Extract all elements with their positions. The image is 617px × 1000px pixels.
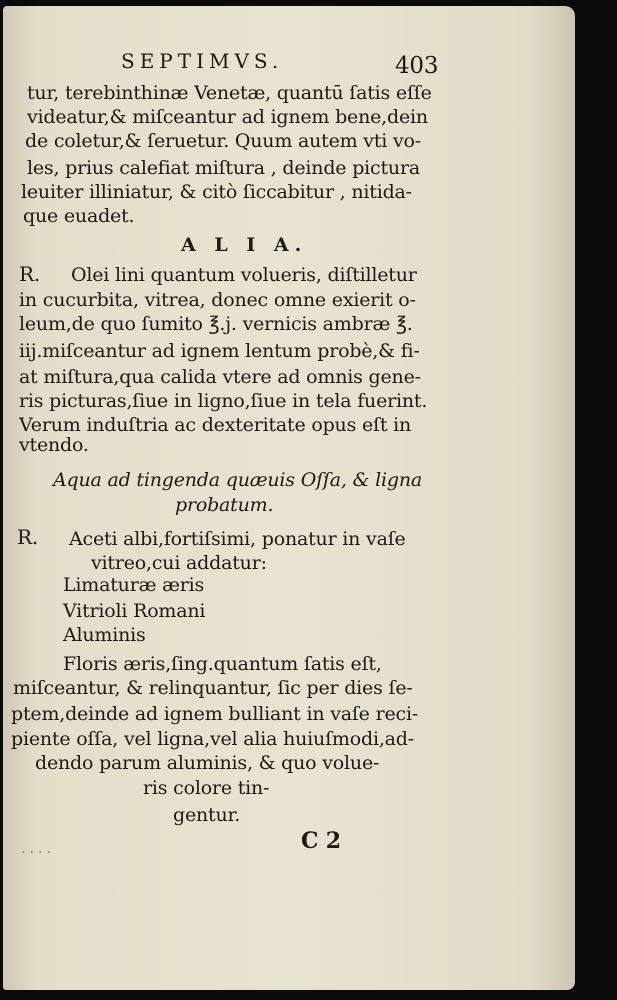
text-line: ris colore tin- [143,777,270,799]
text-line: miſceantur, & relinquantur, ſic per dies ſe- [13,677,413,699]
text-line: leuiter illiniatur, & citò ſiccabitur , nitida- [21,181,412,203]
section-heading: Aqua ad tingenda quæuis Oſſa, & ligna [53,469,422,491]
text-line: que euadet. [23,205,135,227]
text-line: de coletur,& ſeruetur. Quum autem vti vo- [25,130,421,152]
text-line: vtendo. [19,434,89,456]
page-number: 403 [395,53,439,79]
ingredient: Floris æris,ſing.quantum ſatis eſt, [63,653,382,675]
text-line: at miſtura,qua calida vtere ad omnis gene- [19,366,421,388]
text-line: gentur. [173,804,241,826]
text-line: videatur,& miſceantur ad ignem bene,dein [27,106,428,128]
text-line: vitreo,cui addatur: [91,552,267,574]
edge-marks: . . . . [21,841,51,857]
text-line: ris picturas,ſiue in ligno,ſiue in tela fuerint. [19,390,428,412]
text-line: Aceti albi,fortiſsimi, ponatur in vaſe [69,528,406,550]
text-line: les, prius calefiat miſtura , deinde pictura [27,157,420,179]
text-line: Olei lini quantum volueris, diſtilletur [71,264,417,286]
ingredient: Limaturæ æris [63,574,205,596]
text-line: Verum induſtria ac dexteritate opus eſt in [19,414,412,436]
ingredient: Vitrioli Romani [63,600,206,622]
section-heading: A L I A. [181,234,308,256]
text-line: leum,de quo ſumito ℥.j. vernicis ambræ ℥. [19,313,413,335]
text-line: iij.miſceantur ad ignem lentum probè,& fi- [19,340,420,362]
text-line: in cucurbita, vitrea, donec omne exierit o- [19,289,416,311]
text-line: tur, terebinthinæ Venetæ, quantū ſatis eſſe [27,82,432,104]
book-page [3,6,575,990]
ingredient: Aluminis [63,624,146,646]
text-line: piente oſſa, vel ligna,vel alia huiuſmodi,ad- [11,728,414,750]
running-head: SEPTIMVS. [121,49,284,73]
text-line: ptem,deinde ad ignem bulliant in vaſe reci- [11,703,419,725]
recipe-label: R. [17,525,39,549]
recipe-label: R. [19,262,41,286]
signature-mark: C 2 [301,828,341,854]
text-line: dendo parum aluminis, & quo volue- [35,752,380,774]
section-heading-continued: probatum. [175,494,274,516]
